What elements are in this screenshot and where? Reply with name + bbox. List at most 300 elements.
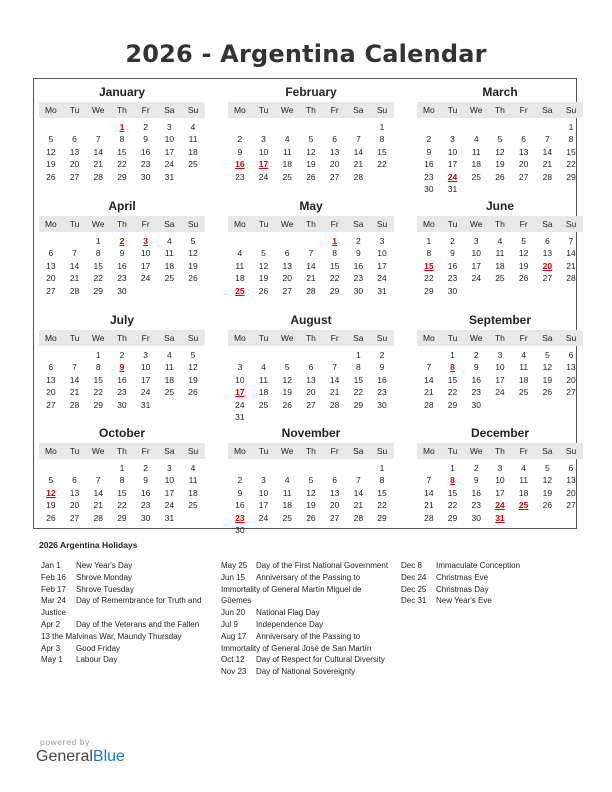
calendar-day[interactable]: 21: [353, 500, 364, 511]
calendar-day[interactable]: 19: [306, 159, 316, 170]
calendar-day[interactable]: 6: [48, 248, 54, 259]
calendar-day[interactable]: 7: [95, 134, 101, 145]
calendar-day[interactable]: 31: [447, 184, 458, 194]
calendar-day[interactable]: 29: [447, 512, 458, 523]
calendar-day[interactable]: 15: [377, 146, 387, 157]
calendar-day[interactable]: 19: [258, 273, 269, 284]
calendar-day[interactable]: 28: [69, 285, 80, 296]
calendar-day[interactable]: 18: [164, 260, 175, 271]
calendar-day[interactable]: 14: [566, 248, 576, 259]
calendar-day[interactable]: 15: [117, 487, 127, 498]
calendar-day[interactable]: 22: [377, 500, 387, 511]
calendar-day[interactable]: 15: [93, 374, 103, 385]
calendar-day[interactable]: 31: [377, 285, 387, 296]
calendar-day[interactable]: 4: [497, 236, 503, 246]
calendar-day[interactable]: 30: [447, 285, 458, 296]
calendar-day[interactable]: 12: [282, 374, 292, 385]
calendar-day[interactable]: 23: [353, 273, 364, 284]
calendar-day[interactable]: 11: [188, 134, 198, 145]
calendar-day[interactable]: 10: [447, 146, 458, 157]
calendar-day[interactable]: 7: [568, 236, 574, 246]
calendar-day[interactable]: 9: [473, 475, 479, 486]
calendar-day[interactable]: 27: [69, 171, 80, 182]
calendar-day[interactable]: 26: [306, 171, 316, 182]
calendar-day[interactable]: 1: [426, 236, 432, 246]
calendar-day[interactable]: 4: [521, 463, 526, 473]
calendar-day[interactable]: 10: [140, 362, 151, 373]
calendar-day[interactable]: 4: [166, 236, 172, 246]
calendar-day[interactable]: 22: [117, 500, 127, 511]
calendar-day[interactable]: 21: [69, 387, 80, 398]
calendar-day[interactable]: 13: [69, 146, 80, 157]
calendar-day[interactable]: 7: [355, 134, 361, 145]
calendar-day[interactable]: 19: [46, 159, 56, 170]
calendar-day[interactable]: 5: [521, 236, 526, 246]
calendar-day[interactable]: 19: [188, 260, 198, 271]
calendar-day[interactable]: 13: [566, 362, 576, 373]
calendar-day[interactable]: 5: [497, 134, 503, 145]
calendar-day[interactable]: 3: [237, 362, 243, 373]
calendar-day[interactable]: 31: [235, 412, 245, 422]
calendar-day[interactable]: 17: [164, 146, 175, 157]
calendar-day[interactable]: 14: [424, 487, 434, 498]
calendar-day[interactable]: 28: [424, 399, 434, 410]
holiday-day[interactable]: 2: [119, 236, 125, 246]
calendar-day[interactable]: 1: [450, 350, 455, 360]
calendar-day[interactable]: 4: [284, 475, 290, 486]
calendar-day[interactable]: 25: [495, 273, 505, 284]
calendar-day[interactable]: 16: [117, 260, 127, 271]
calendar-day[interactable]: 29: [566, 171, 576, 182]
calendar-day[interactable]: 13: [329, 487, 340, 498]
calendar-day[interactable]: 17: [140, 374, 151, 385]
calendar-day[interactable]: 27: [566, 387, 576, 398]
calendar-day[interactable]: 11: [235, 260, 245, 271]
calendar-day[interactable]: 21: [424, 387, 434, 398]
calendar-day[interactable]: 27: [306, 399, 316, 410]
calendar-day[interactable]: 27: [329, 171, 340, 182]
calendar-day[interactable]: 30: [377, 399, 387, 410]
calendar-day[interactable]: 17: [495, 487, 505, 498]
calendar-day[interactable]: 15: [93, 260, 103, 271]
calendar-day[interactable]: 18: [164, 374, 175, 385]
calendar-day[interactable]: 3: [379, 236, 385, 246]
calendar-day[interactable]: 28: [353, 512, 364, 523]
calendar-day[interactable]: 7: [426, 475, 432, 486]
holiday-day[interactable]: 25: [518, 500, 529, 511]
calendar-day[interactable]: 10: [495, 475, 505, 486]
calendar-day[interactable]: 19: [282, 387, 292, 398]
calendar-day[interactable]: 13: [69, 487, 80, 498]
calendar-day[interactable]: 5: [48, 134, 54, 145]
calendar-day[interactable]: 27: [282, 285, 292, 296]
holiday-day[interactable]: 25: [235, 285, 245, 296]
calendar-day[interactable]: 6: [332, 134, 337, 145]
calendar-day[interactable]: 18: [518, 374, 529, 385]
calendar-day[interactable]: 7: [332, 362, 337, 373]
calendar-day[interactable]: 21: [542, 159, 553, 170]
calendar-day[interactable]: 14: [69, 260, 80, 271]
calendar-day[interactable]: 30: [117, 399, 127, 410]
calendar-day[interactable]: 3: [497, 463, 503, 473]
calendar-day[interactable]: 23: [117, 387, 127, 398]
calendar-day[interactable]: 21: [566, 260, 576, 271]
calendar-day[interactable]: 28: [353, 171, 364, 182]
calendar-day[interactable]: 26: [518, 273, 529, 284]
calendar-day[interactable]: 30: [353, 285, 364, 296]
calendar-day[interactable]: 15: [117, 146, 127, 157]
calendar-day[interactable]: 18: [282, 500, 292, 511]
calendar-day[interactable]: 30: [424, 184, 434, 194]
calendar-day[interactable]: 7: [355, 475, 361, 486]
calendar-day[interactable]: 10: [495, 362, 505, 373]
calendar-day[interactable]: 5: [48, 475, 54, 486]
calendar-day[interactable]: 27: [46, 285, 56, 296]
calendar-day[interactable]: 21: [93, 500, 103, 511]
calendar-day[interactable]: 12: [306, 487, 316, 498]
calendar-day[interactable]: 26: [306, 512, 316, 523]
calendar-day[interactable]: 28: [93, 171, 103, 182]
calendar-day[interactable]: 8: [119, 475, 125, 486]
calendar-day[interactable]: 15: [447, 374, 458, 385]
calendar-day[interactable]: 4: [190, 122, 196, 132]
calendar-day[interactable]: 3: [450, 134, 455, 145]
calendar-day[interactable]: 16: [447, 260, 458, 271]
calendar-day[interactable]: 28: [306, 285, 316, 296]
calendar-day[interactable]: 7: [72, 248, 77, 259]
calendar-day[interactable]: 22: [447, 500, 458, 511]
calendar-day[interactable]: 2: [143, 122, 148, 132]
calendar-day[interactable]: 20: [282, 273, 292, 284]
calendar-day[interactable]: 16: [471, 374, 481, 385]
calendar-day[interactable]: 2: [450, 236, 455, 246]
calendar-day[interactable]: 13: [46, 374, 56, 385]
calendar-day[interactable]: 10: [377, 248, 387, 259]
calendar-day[interactable]: 20: [306, 387, 316, 398]
calendar-day[interactable]: 31: [140, 399, 151, 410]
calendar-day[interactable]: 8: [379, 134, 385, 145]
calendar-day[interactable]: 22: [447, 387, 458, 398]
calendar-day[interactable]: 12: [188, 248, 198, 259]
calendar-day[interactable]: 4: [473, 134, 479, 145]
calendar-day[interactable]: 6: [332, 475, 337, 486]
calendar-day[interactable]: 4: [521, 350, 526, 360]
calendar-day[interactable]: 2: [237, 475, 243, 486]
calendar-day[interactable]: 28: [329, 399, 340, 410]
calendar-day[interactable]: 24: [140, 273, 151, 284]
calendar-day[interactable]: 23: [424, 171, 434, 182]
calendar-day[interactable]: 17: [447, 159, 458, 170]
calendar-day[interactable]: 25: [188, 159, 198, 170]
calendar-day[interactable]: 6: [521, 134, 526, 145]
calendar-day[interactable]: 30: [140, 512, 151, 523]
calendar-day[interactable]: 27: [46, 399, 56, 410]
calendar-day[interactable]: 1: [355, 350, 361, 360]
calendar-day[interactable]: 24: [258, 512, 269, 523]
calendar-day[interactable]: 1: [568, 122, 574, 132]
calendar-day[interactable]: 21: [306, 273, 316, 284]
calendar-day[interactable]: 2: [379, 350, 385, 360]
calendar-day[interactable]: 23: [117, 273, 127, 284]
calendar-day[interactable]: 7: [308, 248, 314, 259]
calendar-day[interactable]: 17: [377, 260, 387, 271]
calendar-day[interactable]: 23: [235, 171, 245, 182]
calendar-day[interactable]: 23: [447, 273, 458, 284]
calendar-day[interactable]: 1: [119, 463, 125, 473]
calendar-day[interactable]: 1: [379, 463, 385, 473]
calendar-day[interactable]: 11: [495, 248, 505, 259]
calendar-day[interactable]: 20: [329, 159, 340, 170]
calendar-day[interactable]: 22: [424, 273, 434, 284]
calendar-day[interactable]: 24: [471, 273, 481, 284]
calendar-day[interactable]: 6: [72, 475, 77, 486]
calendar-day[interactable]: 20: [329, 500, 340, 511]
calendar-day[interactable]: 6: [308, 362, 314, 373]
calendar-day[interactable]: 4: [284, 134, 290, 145]
calendar-day[interactable]: 26: [542, 500, 553, 511]
calendar-day[interactable]: 29: [93, 399, 103, 410]
calendar-day[interactable]: 8: [95, 362, 101, 373]
calendar-day[interactable]: 29: [447, 399, 458, 410]
generalblue-logo[interactable]: [36, 748, 125, 766]
calendar-day[interactable]: 10: [164, 475, 175, 486]
holiday-day[interactable]: 12: [46, 487, 56, 498]
calendar-day[interactable]: 1: [450, 463, 455, 473]
calendar-day[interactable]: 20: [69, 500, 80, 511]
calendar-day[interactable]: 3: [261, 134, 266, 145]
calendar-day[interactable]: 24: [140, 387, 151, 398]
calendar-day[interactable]: 30: [235, 525, 245, 535]
calendar-day[interactable]: 28: [69, 399, 80, 410]
calendar-day[interactable]: 3: [473, 236, 479, 246]
calendar-day[interactable]: 25: [164, 273, 175, 284]
calendar-day[interactable]: 20: [46, 387, 56, 398]
calendar-day[interactable]: 13: [282, 260, 292, 271]
calendar-day[interactable]: 21: [329, 387, 340, 398]
calendar-day[interactable]: 16: [353, 260, 364, 271]
calendar-day[interactable]: 25: [282, 512, 292, 523]
calendar-day[interactable]: 20: [69, 159, 80, 170]
calendar-day[interactable]: 11: [282, 146, 292, 157]
calendar-day[interactable]: 28: [542, 171, 553, 182]
calendar-day[interactable]: 14: [542, 146, 553, 157]
calendar-day[interactable]: 11: [164, 248, 174, 259]
calendar-day[interactable]: 27: [518, 171, 529, 182]
calendar-day[interactable]: 3: [166, 122, 172, 132]
calendar-day[interactable]: 26: [282, 399, 292, 410]
calendar-day[interactable]: 6: [544, 236, 550, 246]
holiday-day[interactable]: 15: [424, 260, 434, 271]
calendar-day[interactable]: 21: [69, 273, 80, 284]
calendar-day[interactable]: 9: [143, 475, 148, 486]
calendar-day[interactable]: 25: [282, 171, 292, 182]
holiday-day[interactable]: 23: [235, 512, 245, 523]
calendar-day[interactable]: 6: [568, 350, 574, 360]
holiday-day[interactable]: 9: [119, 362, 125, 373]
calendar-day[interactable]: 7: [426, 362, 432, 373]
calendar-day[interactable]: 7: [95, 475, 101, 486]
calendar-day[interactable]: 4: [237, 248, 243, 259]
calendar-day[interactable]: 25: [258, 399, 269, 410]
calendar-day[interactable]: 12: [46, 146, 56, 157]
holiday-day[interactable]: 20: [542, 260, 553, 271]
calendar-day[interactable]: 15: [329, 260, 340, 271]
calendar-day[interactable]: 9: [237, 487, 243, 498]
calendar-day[interactable]: 14: [93, 146, 103, 157]
calendar-day[interactable]: 29: [117, 512, 127, 523]
calendar-day[interactable]: 12: [542, 475, 553, 486]
calendar-day[interactable]: 8: [95, 248, 101, 259]
calendar-day[interactable]: 29: [377, 512, 387, 523]
calendar-day[interactable]: 8: [355, 362, 361, 373]
calendar-day[interactable]: 24: [235, 399, 245, 410]
calendar-day[interactable]: 8: [379, 475, 385, 486]
calendar-day[interactable]: 10: [235, 374, 245, 385]
calendar-day[interactable]: 23: [140, 159, 151, 170]
calendar-day[interactable]: 22: [93, 387, 103, 398]
calendar-day[interactable]: 11: [519, 362, 529, 373]
holiday-day[interactable]: 17: [235, 387, 245, 398]
calendar-day[interactable]: 14: [93, 487, 103, 498]
calendar-day[interactable]: 16: [140, 146, 151, 157]
calendar-day[interactable]: 10: [471, 248, 481, 259]
calendar-day[interactable]: 23: [377, 387, 387, 398]
calendar-day[interactable]: 16: [471, 487, 481, 498]
calendar-day[interactable]: 11: [282, 487, 292, 498]
calendar-day[interactable]: 31: [164, 512, 175, 523]
holiday-day[interactable]: 3: [143, 236, 148, 246]
calendar-day[interactable]: 25: [471, 171, 481, 182]
calendar-day[interactable]: 5: [261, 248, 266, 259]
calendar-day[interactable]: 6: [568, 463, 574, 473]
calendar-day[interactable]: 17: [164, 487, 175, 498]
calendar-day[interactable]: 3: [497, 350, 503, 360]
calendar-day[interactable]: 8: [332, 248, 337, 259]
calendar-day[interactable]: 10: [164, 134, 175, 145]
calendar-day[interactable]: 23: [471, 387, 481, 398]
calendar-day[interactable]: 25: [188, 500, 198, 511]
calendar-day[interactable]: 26: [46, 512, 56, 523]
calendar-day[interactable]: 27: [566, 500, 576, 511]
calendar-day[interactable]: 15: [377, 487, 387, 498]
calendar-day[interactable]: 20: [46, 273, 56, 284]
calendar-day[interactable]: 19: [542, 487, 553, 498]
calendar-day[interactable]: 1: [95, 236, 101, 246]
calendar-day[interactable]: 2: [237, 134, 243, 145]
calendar-day[interactable]: 14: [353, 146, 364, 157]
calendar-day[interactable]: 14: [424, 374, 434, 385]
calendar-day[interactable]: 4: [190, 463, 196, 473]
calendar-day[interactable]: 10: [258, 146, 269, 157]
calendar-day[interactable]: 31: [164, 171, 175, 182]
calendar-day[interactable]: 26: [188, 387, 198, 398]
calendar-day[interactable]: 5: [284, 362, 290, 373]
calendar-day[interactable]: 9: [379, 362, 385, 373]
calendar-day[interactable]: 2: [143, 463, 148, 473]
calendar-day[interactable]: 9: [473, 362, 479, 373]
calendar-day[interactable]: 26: [46, 171, 56, 182]
calendar-day[interactable]: 25: [518, 387, 529, 398]
calendar-day[interactable]: 12: [306, 146, 316, 157]
calendar-day[interactable]: 13: [566, 475, 576, 486]
calendar-day[interactable]: 23: [471, 500, 481, 511]
holiday-day[interactable]: 1: [119, 122, 125, 132]
calendar-day[interactable]: 16: [424, 159, 434, 170]
calendar-day[interactable]: 19: [188, 374, 198, 385]
calendar-day[interactable]: 30: [471, 512, 481, 523]
calendar-day[interactable]: 27: [542, 273, 553, 284]
calendar-day[interactable]: 24: [495, 387, 505, 398]
calendar-day[interactable]: 19: [542, 374, 553, 385]
calendar-day[interactable]: 13: [46, 260, 56, 271]
calendar-day[interactable]: 5: [544, 463, 550, 473]
calendar-day[interactable]: 3: [261, 475, 266, 486]
holiday-day[interactable]: 17: [258, 159, 269, 170]
calendar-day[interactable]: 30: [471, 399, 481, 410]
calendar-day[interactable]: 14: [306, 260, 316, 271]
calendar-day[interactable]: 28: [424, 512, 434, 523]
calendar-day[interactable]: 18: [282, 159, 292, 170]
calendar-day[interactable]: 6: [72, 134, 77, 145]
calendar-day[interactable]: 8: [119, 134, 125, 145]
calendar-day[interactable]: 18: [188, 146, 198, 157]
calendar-day[interactable]: 4: [166, 350, 172, 360]
calendar-day[interactable]: 9: [119, 248, 125, 259]
calendar-day[interactable]: 27: [329, 512, 340, 523]
calendar-day[interactable]: 14: [329, 374, 340, 385]
calendar-day[interactable]: 24: [258, 171, 269, 182]
calendar-day[interactable]: 15: [447, 487, 458, 498]
calendar-day[interactable]: 24: [164, 500, 175, 511]
calendar-day[interactable]: 2: [119, 350, 125, 360]
calendar-day[interactable]: 22: [93, 273, 103, 284]
calendar-day[interactable]: 2: [355, 236, 361, 246]
calendar-day[interactable]: 20: [566, 487, 576, 498]
calendar-day[interactable]: 1: [95, 350, 101, 360]
calendar-day[interactable]: 10: [140, 248, 151, 259]
holiday-day[interactable]: 8: [450, 475, 455, 486]
calendar-day[interactable]: 11: [519, 475, 529, 486]
calendar-day[interactable]: 14: [353, 487, 364, 498]
calendar-day[interactable]: 21: [93, 159, 103, 170]
calendar-day[interactable]: 16: [140, 487, 151, 498]
calendar-day[interactable]: 29: [329, 285, 340, 296]
calendar-day[interactable]: 15: [353, 374, 364, 385]
calendar-day[interactable]: 25: [164, 387, 175, 398]
calendar-day[interactable]: 10: [258, 487, 269, 498]
calendar-day[interactable]: 18: [495, 260, 505, 271]
calendar-day[interactable]: 30: [140, 171, 151, 182]
holiday-day[interactable]: 1: [332, 236, 337, 246]
calendar-day[interactable]: 18: [518, 487, 529, 498]
calendar-day[interactable]: 22: [353, 387, 364, 398]
holiday-day[interactable]: 24: [495, 500, 505, 511]
calendar-day[interactable]: 23: [140, 500, 151, 511]
calendar-day[interactable]: 13: [329, 146, 340, 157]
calendar-day[interactable]: 13: [518, 146, 529, 157]
calendar-day[interactable]: 22: [566, 159, 576, 170]
calendar-day[interactable]: 4: [261, 362, 266, 373]
calendar-day[interactable]: 29: [353, 399, 364, 410]
calendar-day[interactable]: 20: [566, 374, 576, 385]
calendar-day[interactable]: 22: [329, 273, 340, 284]
calendar-day[interactable]: 19: [518, 260, 529, 271]
calendar-day[interactable]: 7: [544, 134, 550, 145]
calendar-day[interactable]: 2: [426, 134, 432, 145]
holiday-day[interactable]: 24: [447, 171, 458, 182]
calendar-day[interactable]: 8: [426, 248, 432, 259]
calendar-day[interactable]: 9: [237, 146, 243, 157]
